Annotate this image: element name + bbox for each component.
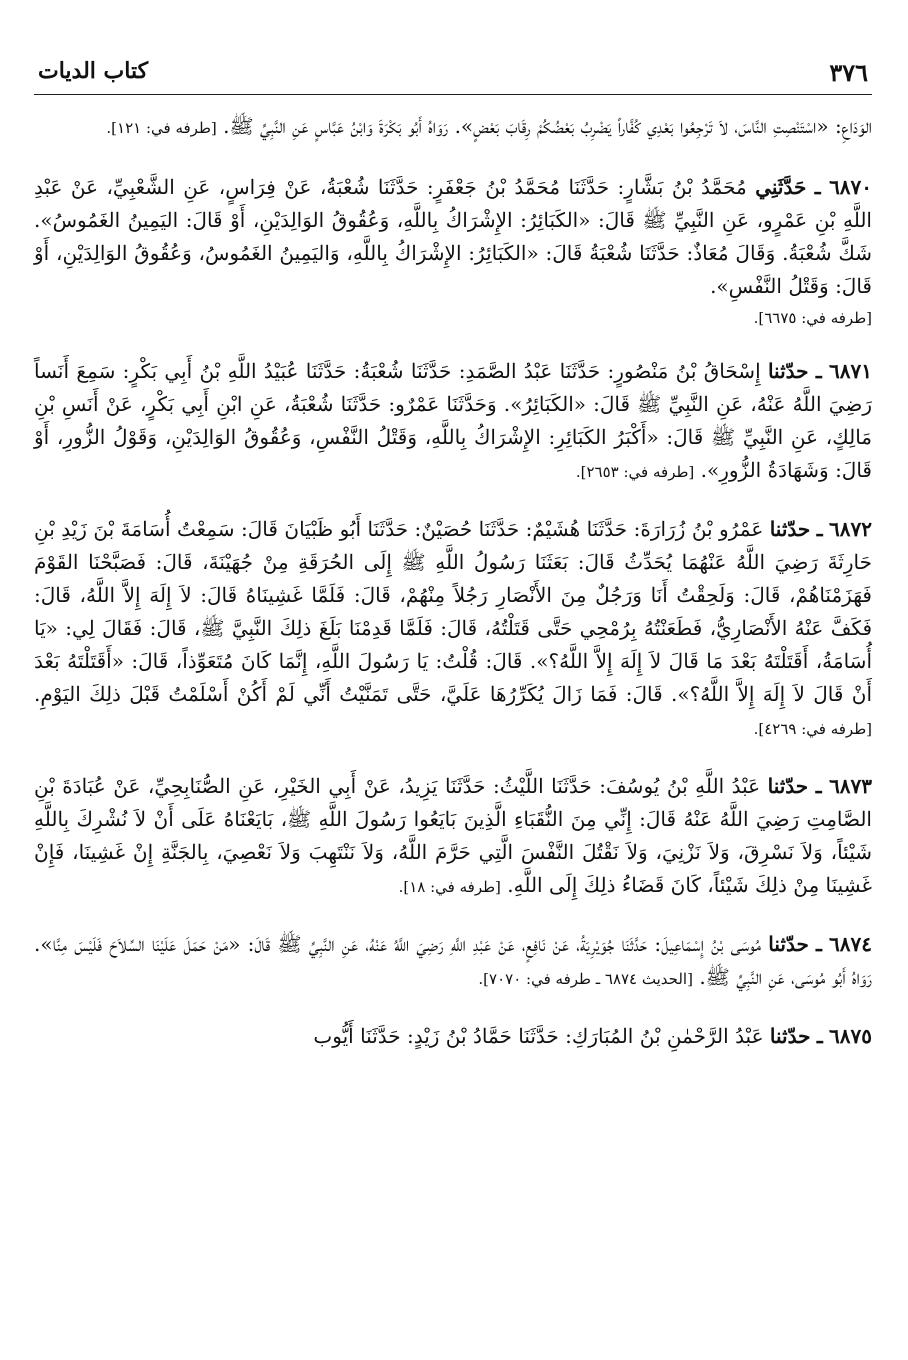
hadith-dash: ـ <box>815 359 822 383</box>
cross-reference: [الحديث ٦٨٧٤ ـ طرفه في: ٧٠٧٠]. <box>478 970 693 988</box>
hadith-number: ٦٨٧٣ <box>829 774 873 798</box>
hadith-number: ٦٨٧٤ <box>829 932 873 956</box>
cross-reference: [طرفه في: ١٨]. <box>398 878 501 896</box>
hadith-text: عَمْرُو بْنُ زُرَارَةَ: حَدَّثَنَا هُشَيْمٌ: حَدَّثَنَا حُصَيْنٌ: حَدَّثَنَا أَبُو ظَبْيَانَ قَالَ: سَمِعْتُ أُسَامَةَ بْنَ زَيْدِ بْنِ حَارِثَةَ رَضِيَ اللَّهُ عَنْهُمَا يُحَدِّثُ قَالَ: بَعَثَنَا رَسُولُ اللَّهِ ﷺ إِلَى الحُرَقَةِ مِنْ جُهَيْنَةَ، قَالَ: فَصَبَّحْنَا القَوْمَ فَهَزَمْنَاهُمْ، قَالَ: وَلَحِقْتُ أَنَا وَرَجُلٌ مِنَ الأَنْصَارِ رَجُلاً مِنْهُمْ، قَالَ: فَلَمَّا غَشِينَاهُ قَالَ: لاَ إِلَهَ إِلاَّ اللَّهُ، قَالَ: فَكَفَّ عَنْهُ الأَنْصَارِيُّ، فَطَعَنْتُهُ بِرُمْحِي حَتَّى قَتَلْتُهُ، قَالَ: فَلَمَّا قَدِمْنَا بَلَغَ ذلِكَ النَّبِيَّ ﷺ، قَالَ: فَقَالَ لِي: «يَا أُسَامَةُ، أَقَتَلْتَهُ بَعْدَ مَا قَالَ لاَ إِلَهَ إِلاَّ اللَّهُ؟». قَالَ: قُلْتُ: يَا رَسُولَ اللَّهِ، إِنَّمَا كَانَ مُتَعَوِّذاً، قَالَ: «أَقَتَلْتَهُ بَعْدَ أَنْ قَالَ لاَ إِلَهَ إِلاَّ اللَّهُ؟». قَالَ: فَمَا زَالَ يُكَرِّرُهَا عَلَيَّ، حَتَّى تَمَنَّيْتُ أَنِّي لَمْ أَكُنْ أَسْلَمْتُ قَبْلَ ذلِكَ اليَوْمِ. <box>34 517 872 706</box>
cross-reference: [طرفه في: ٤٢٦٩]. <box>753 720 872 738</box>
hadith-number: ٦٨٧٠ <box>829 175 873 199</box>
hadith-dash: ـ <box>816 517 823 541</box>
hadith-6874 <box>34 928 872 996</box>
hadith-lead-word: حَدَّثَنِي <box>755 175 807 199</box>
hadith-lead-word: حدّثنا <box>769 517 811 541</box>
hadith-lead-word: حدّثنا <box>769 1024 811 1048</box>
hadith-dash: ـ <box>816 932 822 956</box>
hadith-text: مُوسَى بْنُ إِسْمَاعِيلَ: حَدَّثَنَا جُوَيْرِيَةُ، عَنْ نَافِعٍ، عَنْ عَبْدِ اللَّهِ رَضِيَ اللَّهُ عَنْهُ، عَنِ النَّبِيِّ ﷺ قَالَ: «مَنْ حَمَلَ عَلَيْنَا السِّلاَحَ فَلَيْسَ مِنَّا». رَوَاهُ أَبُو مُوسَى، عَنِ النَّبِيِّ ﷺ. <box>34 932 872 989</box>
hadith-text: عَبْدُ الرَّحْمٰنِ بْنُ المُبَارَكِ: حَدَّثَنَا حَمَّادُ بْنُ زَيْدٍ: حَدَّثَنَا أَيُّوب <box>313 1024 764 1048</box>
page-number: ٣٧٦ <box>829 58 868 87</box>
cross-reference: [طرفه في: ١٢١]. <box>106 119 217 137</box>
page-body <box>34 110 872 1077</box>
hadith-6870 <box>34 171 872 331</box>
hadith-text: مُحَمَّدُ بْنُ بَشَّارٍ: حَدَّثَنَا مُحَمَّدُ بْنُ جَعْفَرٍ: حَدَّثَنَا شُعْبَةُ، عَنْ فِرَاسٍ، عَنِ الشَّعْبِيِّ، عَنْ عَبْدِ اللَّهِ بْنِ عَمْرٍو، عَنِ النَّبِيِّ ﷺ قَالَ: «الكَبَائِرُ: الإِشْرَاكُ بِاللَّهِ، وَعُقُوقُ الوَالِدَيْنِ، أَوْ قَالَ: اليَمِينُ الغَمُوسُ». شَكَّ شُعْبَةُ. وَقَالَ مُعَاذٌ: حَدَّثَنَا شُعْبَةُ قَالَ: «الكَبَائِرُ: الإِشْرَاكُ بِاللَّهِ، وَاليَمِينُ الغَمُوسُ، وَعُقُوقُ الوَالِدَيْنِ، أَوْ قَالَ: وَقَتْلُ النَّفْسِ». <box>34 175 872 298</box>
hadith-text: إِسْحَاقُ بْنُ مَنْصُورٍ: حَدَّثَنَا عَبْدُ الصَّمَدِ: حَدَّثَنَا شُعْبَةُ: حَدَّثَنَا عُبَيْدُ اللَّهِ بْنُ أَبِي بَكْرٍ: سَمِعَ أَنَساً رَضِيَ اللَّهُ عَنْهُ، عَنِ النَّبِيِّ ﷺ قَالَ: «الكَبَائِرُ». وَحَدَّثَنَا عَمْرٌو: حَدَّثَنَا شُعْبَةُ، عَنِ ابْنِ أَبِي بَكْرٍ، عَنْ أَنَسِ بْنِ مَالِكٍ، عَنِ النَّبِيِّ ﷺ قَالَ: «أَكْبَرُ الكَبَائِرِ: الإِشْرَاكُ بِاللَّهِ، وَقَتْلُ النَّفْسِ، وَعُقُوقُ الوَالِدَيْنِ، وَقَوْلُ الزُّورِ، أَوْ قَالَ: وَشَهَادَةُ الزُّورِ». <box>34 359 872 482</box>
hadith-6875 <box>34 1020 872 1053</box>
hadith-dash: ـ <box>815 774 822 798</box>
hadith-6871 <box>34 355 872 489</box>
book-title: كتاب الديات <box>38 58 149 84</box>
hadith-dash: ـ <box>814 175 821 199</box>
cross-reference: [طرفه في: ٢٦٥٣]. <box>575 463 695 481</box>
continuation-paragraph <box>34 110 872 145</box>
cross-reference: [طرفه في: ٦٦٧٥]. <box>753 309 872 327</box>
hadith-lead-word: حدّثنا <box>767 359 809 383</box>
hadith-number: ٦٨٧٥ <box>829 1024 872 1048</box>
hadith-lead-word: حدّثنا <box>767 774 809 798</box>
page-header <box>34 50 872 95</box>
hadith-number: ٦٨٧٢ <box>829 517 872 541</box>
hadith-6872 <box>34 513 872 746</box>
continuation-text: الوَدَاعِ: «اسْتَنْصِتِ النَّاسَ، لاَ تَرْجِعُوا بَعْدِي كُفَّاراً يَضْرِبُ بَعْضُكُمْ رِقَابَ بَعْضٍ». رَوَاهُ أَبُو بَكْرَةَ وَابْنُ عَبَّاسٍ عَنِ النَّبِيِّ ﷺ. <box>223 114 872 138</box>
hadith-lead-word: حدّثنا <box>768 932 809 956</box>
hadith-text: عَبْدُ اللَّهِ بْنُ يُوسُفَ: حَدَّثَنَا اللَّيْثُ: حَدَّثَنَا يَزِيدُ، عَنْ أَبِي الخَيْرِ، عَنِ الصُّنَابِحِيِّ، عَنْ عُبَادَةَ بْنِ الصَّامِتِ رَضِيَ اللَّهُ عَنْهُ قَالَ: إِنِّي مِنَ النُّقَبَاءِ الَّذِينَ بَايَعُوا رَسُولَ اللَّهِ ﷺ، بَايَعْنَاهُ عَلَى أَنْ لاَ نُشْرِكَ بِاللَّهِ شَيْئاً، وَلاَ نَسْرِقَ، وَلاَ نَزْنِيَ، وَلاَ نَقْتُلَ النَّفْسَ الَّتِي حَرَّمَ اللَّهُ، وَلاَ نَنْتَهِبَ وَلاَ نَعْصِيَ، بِالجَنَّةِ إِنْ غَشِينَا، فَإِنْ غَشِينَا مِنْ ذلِكَ شَيْئاً، كَانَ قَضَاءُ ذلِكَ إِلَى اللَّهِ. <box>34 774 872 897</box>
hadith-6873 <box>34 770 872 904</box>
hadith-dash: ـ <box>816 1024 823 1048</box>
hadith-number: ٦٨٧١ <box>829 359 872 383</box>
